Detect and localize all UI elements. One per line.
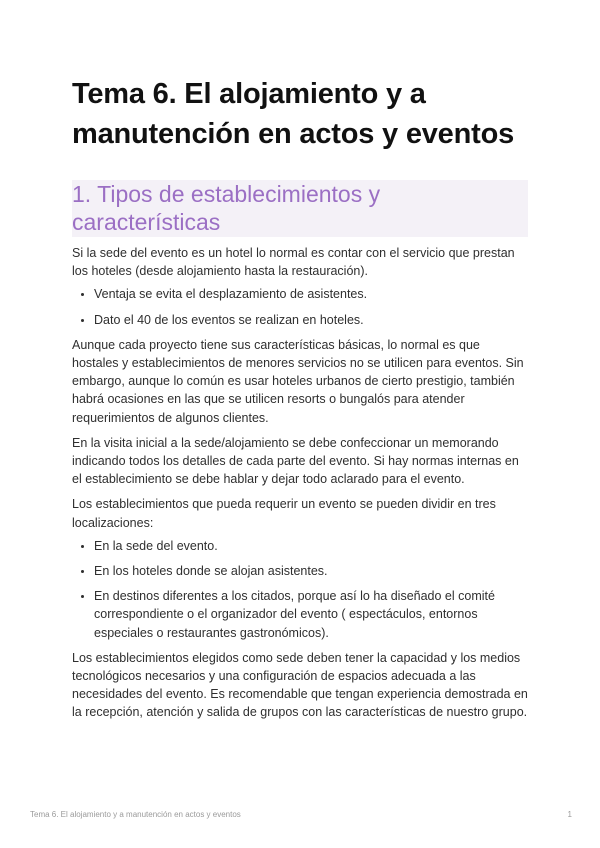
list-item: • En la sede del evento. [94, 537, 528, 555]
list-item: • Ventaja se evita el desplazamiento de asistentes. [94, 285, 528, 303]
section-heading: 1. Tipos de establecimientos y características [72, 181, 381, 235]
footer-text: Tema 6. El alojamiento y a manutención en actos y eventos [30, 810, 241, 819]
document-title: Tema 6. El alojamiento y a manutención en actos y eventos [72, 78, 515, 150]
paragraph-venue-requirements: Los establecimientos elegidos como sede deben tener la capacidad y los medios tecnológicos necesarios y una configuración de espacios adecuada a las necesidades del evento. Es recomendable que tengan experiencia demostrada en la recepción, atención y salida de grupos con las características de nuestro grupo. [72, 650, 528, 720]
page-footer [30, 810, 572, 819]
list-item: • Dato el 40 de los eventos se realizan en hoteles. [94, 311, 528, 329]
bullet-list-localizations [72, 537, 528, 642]
paragraph-initial-visit: En la visita inicial a la sede/alojamiento se debe confeccionar un memorando indicando todos los detalles de cada parte del evento. Si hay normas internas en el establecimiento se debe hablar y dejar todo aclarado para el evento. [72, 435, 519, 487]
page-number: 1 [567, 810, 572, 819]
bullet-list-hotel-facts [72, 285, 528, 328]
list-item: • En destinos diferentes a los citados, porque así lo ha diseñado el comité correspondiente o el organizador del evento ( espectáculos, entornos especiales o restaurantes gastronómicos). [94, 587, 528, 642]
list-item: • En los hoteles donde se alojan asistentes. [94, 562, 528, 580]
paragraph-hotel-service: Si la sede del evento es un hotel lo normal es contar con el servicio que prestan los hoteles (desde alojamiento hasta la restauración). [72, 246, 515, 279]
document-page [72, 74, 528, 722]
paragraph-project-characteristics: Aunque cada proyecto tiene sus características básicas, lo normal es que hostales y establecimientos de menores servicios no se utilicen para eventos. Sin embargo, aunque lo común es usar hoteles urbanos de cierto prestigio, también habrá ocasiones en las que se utilicen resorts o bungalós para atender requerimientos de algunos clientes. [72, 337, 524, 425]
paragraph-localizations-intro: Los establecimientos que pueda requerir un evento se pueden dividir en tres localizaciones: [72, 497, 496, 530]
section-heading-block [72, 180, 528, 237]
